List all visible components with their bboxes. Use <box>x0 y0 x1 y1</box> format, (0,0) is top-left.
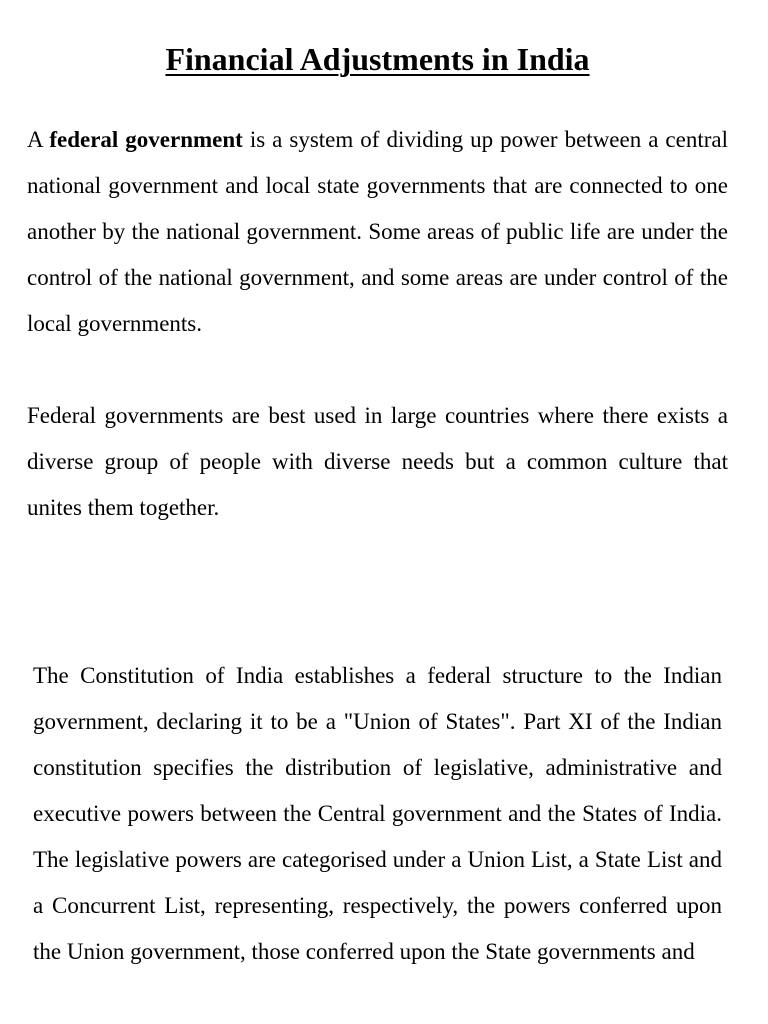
paragraph-federal-government-definition <box>27 117 728 347</box>
page-title: Financial Adjustments in India <box>165 41 590 77</box>
paragraph-body: is a system of dividing up power between a central national government and local state governments that are connected to one another by the national government. Some areas of public life are under the control of the national government, and some areas are under control of the local governments. <box>27 127 728 336</box>
paragraph-federal-government-usage: Federal governments are best used in large countries where there exists a diverse group of people with diverse needs but a common culture that unites them together. <box>27 403 728 520</box>
bold-term: federal government <box>49 127 243 152</box>
paragraph-constitution-of-india: The Constitution of India establishes a federal structure to the Indian government, declaring it to be a "Union of States". Part XI of the Indian constitution specifies the distribution of legislative, administrative and executive powers between the Central government and the States of India. The legislative powers are categorised under a Union List, a State List and a Concurrent List, representing, respectively, the powers conferred upon the Union government, those conferred upon the State governments and <box>33 663 722 964</box>
paragraph-lead: A <box>27 127 50 152</box>
